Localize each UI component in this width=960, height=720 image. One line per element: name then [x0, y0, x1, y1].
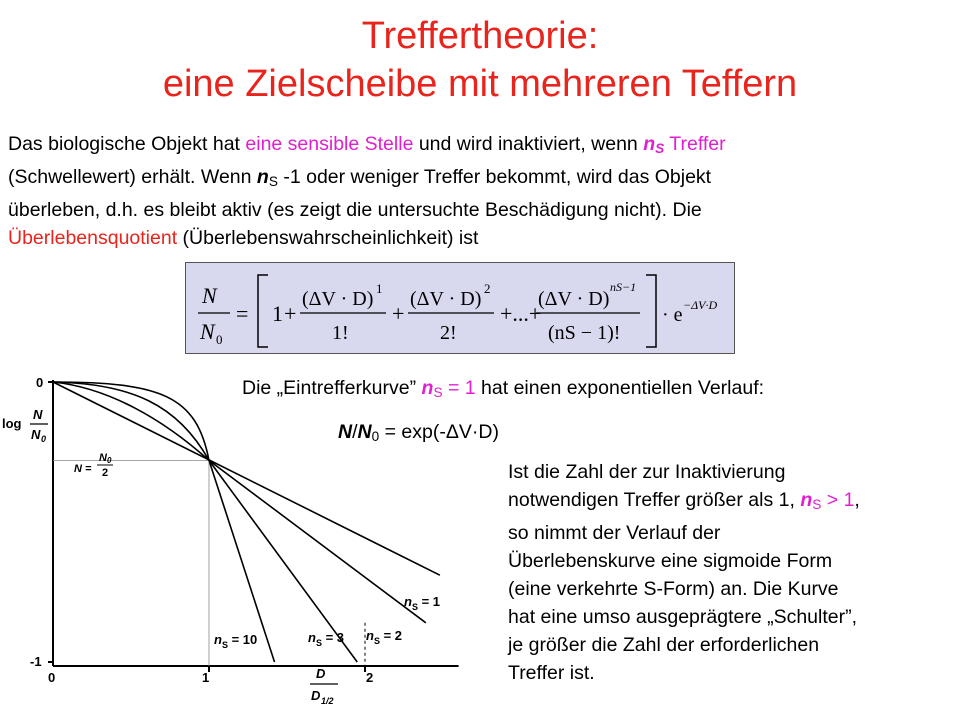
label-ns-1: $n_S = 1$ — [404, 594, 441, 612]
label-ns-2: $n_S = 2$ — [366, 628, 403, 646]
formula-plus: + — [392, 301, 405, 326]
ns-subscript: S — [655, 141, 665, 156]
survival-ratio-term: Überlebensquotient — [8, 227, 178, 249]
formula-term1-exp: 1 — [376, 281, 383, 296]
paragraph-line: (eine verkehrte S-Form) an. Die Kurve — [508, 578, 839, 600]
x-tick-2: 2 — [366, 670, 374, 685]
formula-term1-den: 1! — [332, 322, 349, 344]
paragraph-text: , — [854, 489, 860, 511]
paragraph-line — [508, 486, 953, 519]
series-ns-2-tail — [209, 460, 426, 622]
paragraph-line: hat eine umso ausgeprägtere „Schulter”, — [508, 606, 858, 628]
formula-exp-exponent: −ΔV·D — [683, 298, 718, 312]
intro-line-2 — [8, 163, 948, 196]
ns-subscript: S — [268, 174, 278, 189]
formula-term2-exp: 2 — [484, 281, 491, 296]
formula-term3-num: (ΔV · D) — [538, 288, 610, 310]
hits-term: Treffer — [664, 133, 726, 155]
intro-text: (Schwellewert) erhält. Wenn — [8, 166, 257, 188]
formula-N: N — [202, 283, 217, 308]
x-tick-1: 1 — [202, 670, 210, 685]
svg-text:0: 0 — [41, 434, 47, 444]
formula-term3-den: (nS − 1)! — [548, 322, 621, 344]
svg-text:D: D — [311, 688, 321, 703]
paragraph-line: so nimmt der Verlauf der — [508, 522, 721, 544]
intro-line-3: überleben, d.h. es bleibt aktiv (es zeigt die untersuchte Beschädigung nicht). Die — [8, 199, 702, 221]
intro-text: (Überlebenswahrscheinlichkeit) ist — [177, 227, 479, 249]
svg-text:0: 0 — [107, 456, 112, 465]
survival-formula-box — [185, 262, 735, 354]
formula-exp-factor: · e — [662, 304, 683, 326]
formula-N0-sub: 0 — [371, 429, 380, 444]
slide-title-line-2: eine Zielscheibe mit mehreren Teffern — [162, 63, 798, 105]
intro-line-1 — [8, 130, 948, 163]
paragraph-line: Ist die Zahl der zur Inaktivierung — [508, 461, 786, 483]
svg-text:2: 2 — [102, 467, 109, 479]
formula-left-bracket — [258, 275, 268, 347]
intro-text: -1 oder weniger Treffer bekommt, wird das Objekt — [277, 166, 712, 188]
ns-subscript: S — [433, 385, 443, 400]
statement-text: Die „Eintrefferkurve” — [242, 377, 422, 399]
label-ns-10: $n_S = 10$ — [214, 632, 258, 650]
formula-right-bracket — [646, 275, 656, 347]
survival-formula — [186, 263, 734, 353]
label-ns-3: $n_S = 3$ — [308, 630, 345, 648]
formula-N0-sub: 0 — [216, 332, 223, 347]
ns-symbol: n — [800, 489, 813, 511]
sensitive-spot-term: eine sensible Stelle — [245, 133, 414, 155]
x-tick-0: 0 — [48, 670, 56, 685]
svg-text:N =: N = — [74, 463, 92, 475]
formula-N0: N — [200, 319, 215, 344]
formula-term2-num: (ΔV · D) — [410, 288, 482, 310]
formula-rhs: = exp(-ΔV·D) — [379, 421, 499, 443]
svg-text:N: N — [99, 452, 107, 464]
ns-symbol: n — [421, 377, 434, 399]
x-axis-label — [310, 666, 338, 706]
paragraph-line: Überlebenskurve eine sigmoide Form — [508, 550, 833, 572]
survival-curve-chart — [0, 362, 480, 720]
formula-plus: + — [284, 301, 297, 326]
svg-text:log: log — [2, 416, 22, 431]
svg-text:1/2: 1/2 — [321, 696, 334, 706]
formula-N0: N — [357, 421, 372, 443]
svg-text:D: D — [316, 666, 326, 681]
series-ns-1 — [53, 382, 443, 575]
intro-text: Das biologische Objekt hat — [8, 133, 246, 155]
formula-term2-den: 2! — [440, 322, 457, 344]
svg-text:N: N — [33, 407, 43, 422]
svg-text:N: N — [31, 427, 41, 442]
formula-ellipsis: +...+ — [500, 301, 542, 326]
y-tick-0: 0 — [36, 375, 44, 390]
formula-slash: / — [352, 421, 358, 443]
ns-subscript: S — [812, 497, 822, 512]
slide-title-line-1: Treffertheorie: — [361, 15, 599, 57]
formula-term3-exp: nS−1 — [610, 280, 637, 294]
ns-condition: > 1 — [821, 489, 855, 511]
paragraph-line: je größer die Zahl der erforderlichen — [508, 634, 820, 656]
half-survival-annotation — [74, 452, 113, 479]
ns-symbol: n — [643, 133, 656, 155]
y-axis-label — [2, 407, 48, 444]
statement-text: hat einen exponentiellen Verlauf: — [475, 377, 765, 399]
ns-symbol: n — [256, 166, 269, 188]
exponential-formula — [338, 418, 499, 451]
paragraph-line: Treffer ist. — [508, 662, 595, 684]
formula-N: N — [338, 421, 353, 443]
multi-hit-paragraph — [508, 458, 953, 687]
formula-term1-num: (ΔV · D) — [302, 288, 374, 310]
paragraph-text: notwendigen Treffer größer als 1, — [508, 489, 801, 511]
intro-line-4 — [8, 224, 948, 252]
ns-value: = 1 — [442, 377, 476, 399]
single-hit-statement — [242, 374, 764, 407]
formula-equals: = — [236, 301, 249, 326]
formula-one: 1 — [272, 301, 283, 326]
intro-text: und wird inaktiviert, wenn — [413, 133, 644, 155]
y-tick-minus-1: -1 — [30, 654, 42, 669]
intro-paragraph — [8, 130, 948, 252]
